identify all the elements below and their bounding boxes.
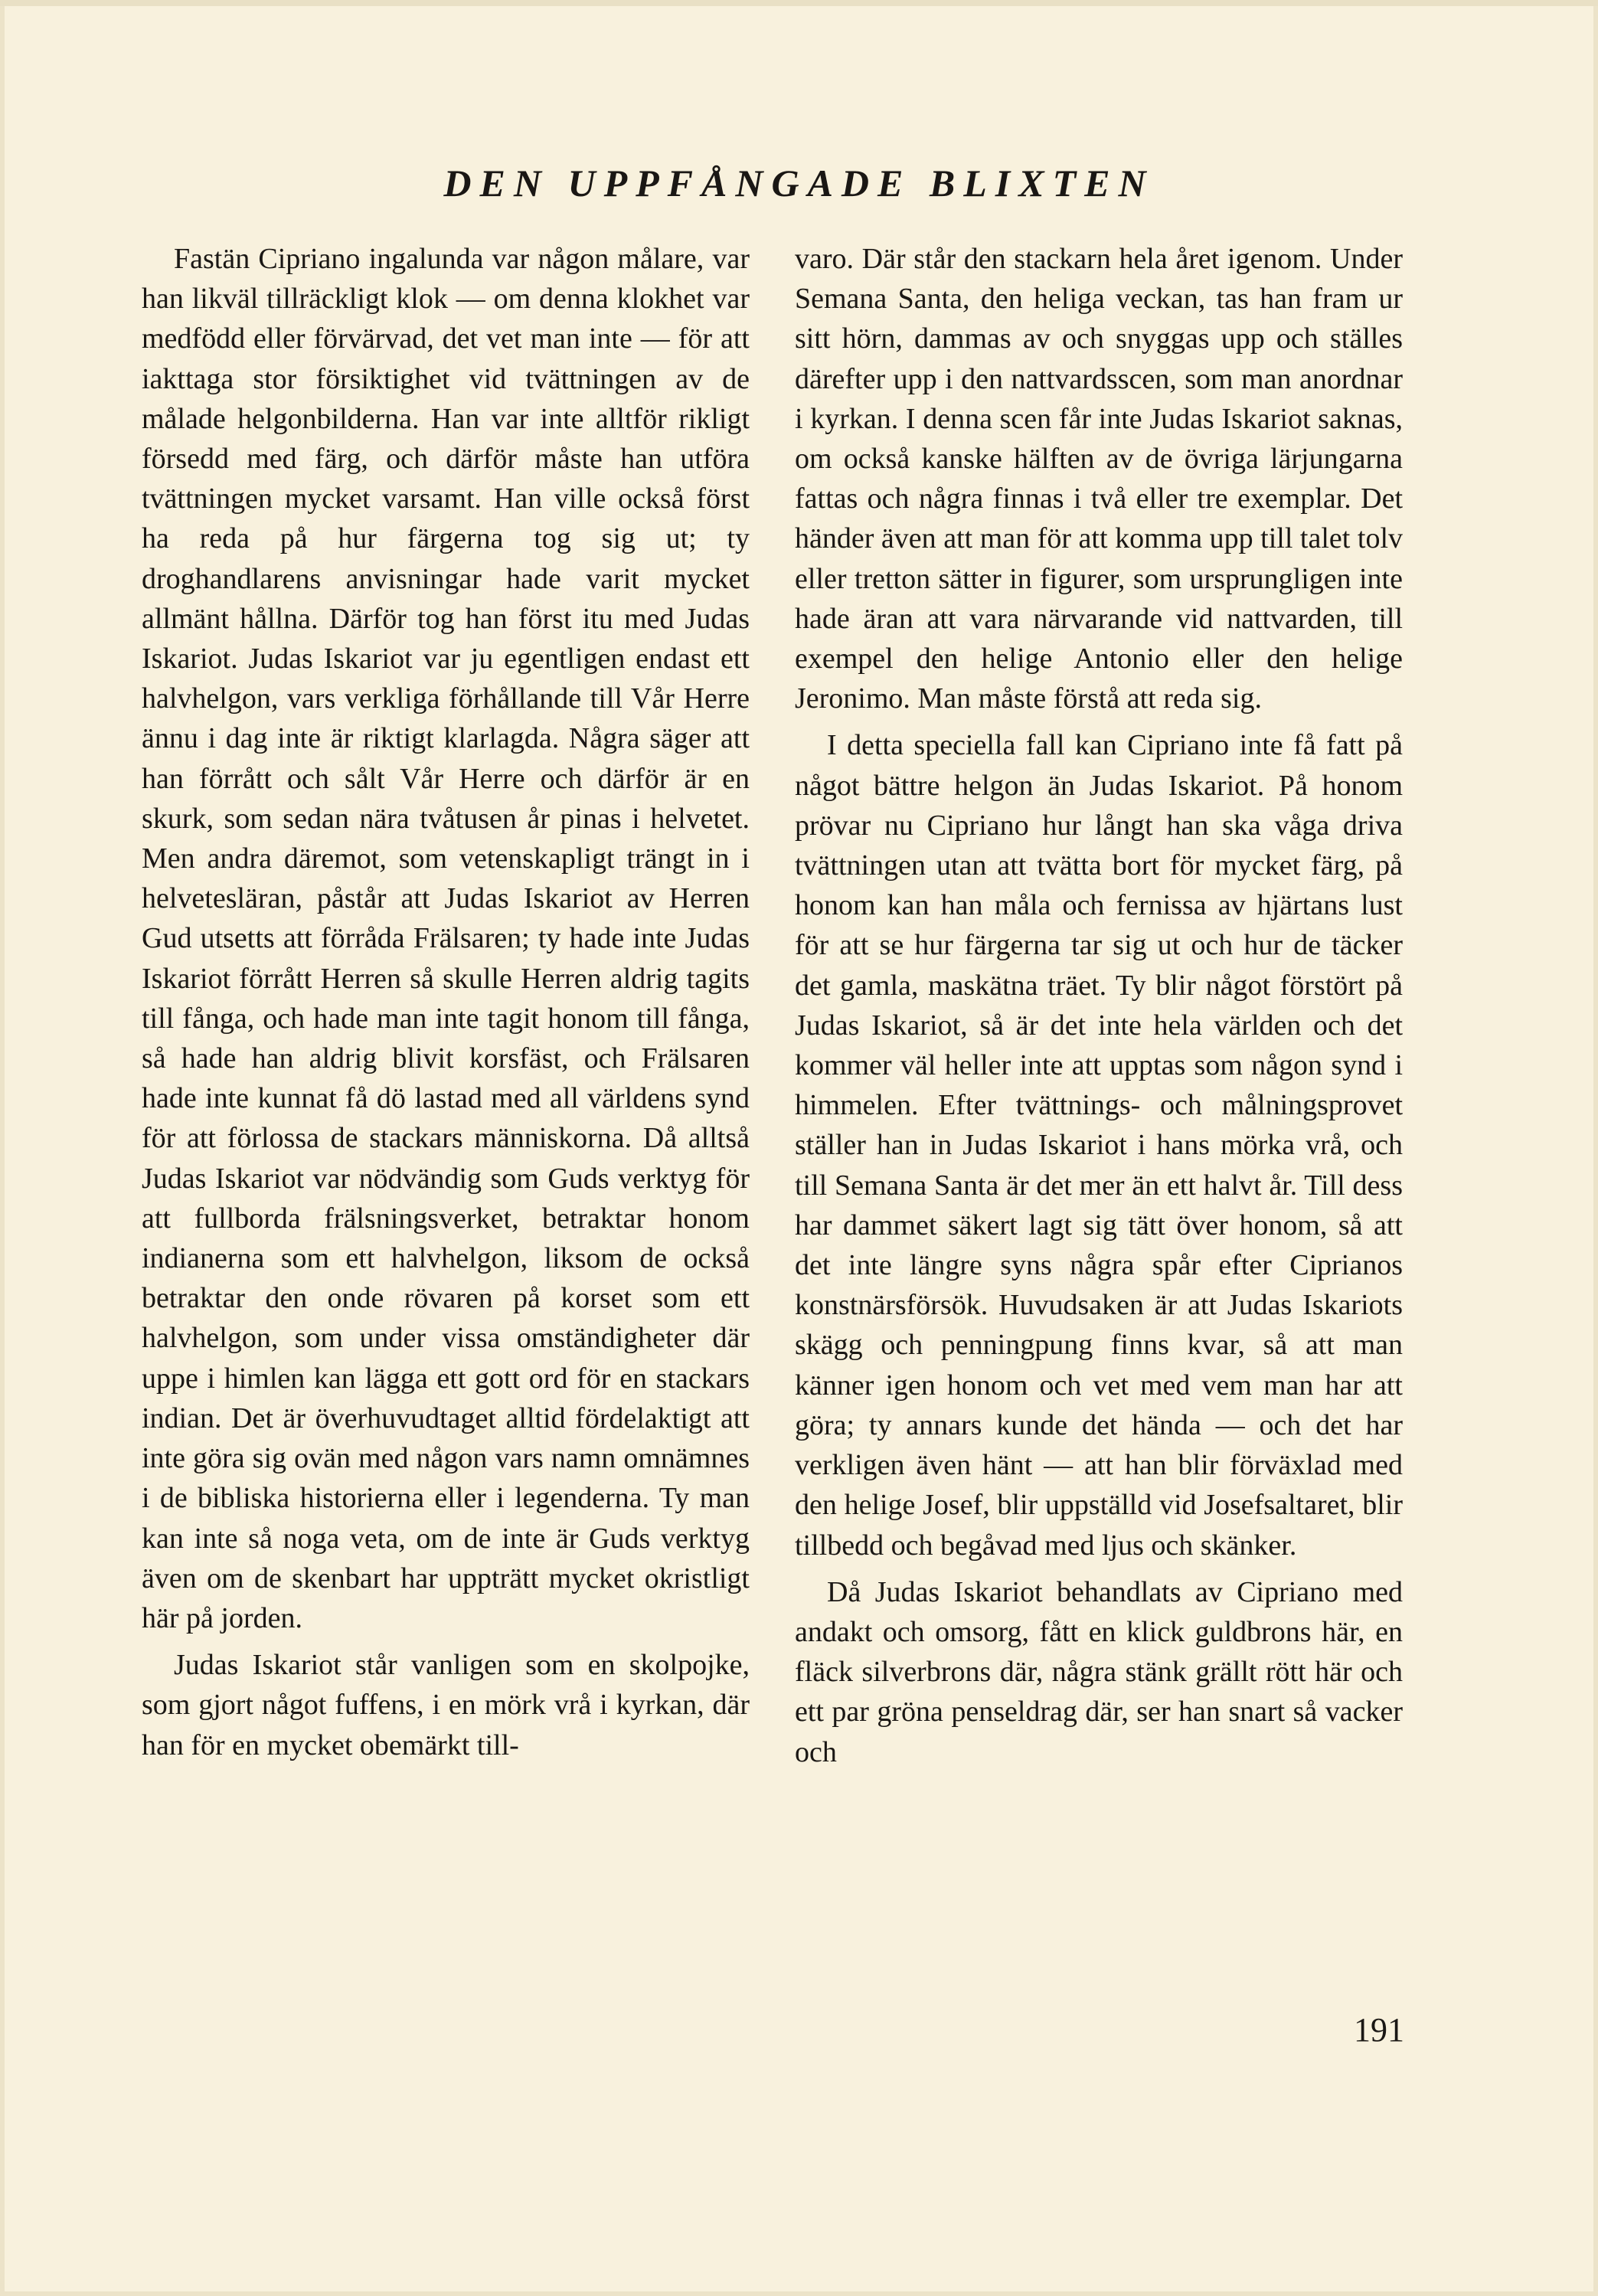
paragraph-continued: varo. Där står den stackarn hela året igenom. Under Semana Santa, den heliga veckan, tas han fram ur sitt hörn, dammas av och snyggas upp och ställes därefter upp i den nattvardsscen, som man anordnar i kyrkan. I denna scen får inte Judas Iskariot saknas, om också kanske hälften av de övriga lärjungarna fattas och några finnas i två eller tre exemplar. Det händer även att man för att komma upp till talet tolv eller tretton sätter in figurer, som ursprungligen inte hade äran att vara närvarande vid nattvarden, till exempel den helige Antonio eller den helige Jeronimo. Man måste förstå att reda sig. <box>795 243 1403 715</box>
paragraph: Då Judas Iskariot behandlats av Cipriano med andakt och omsorg, fått en klick guldbrons här, en fläck silverbrons där, några stänk grällt rött här och ett par gröna penseldrag där, ser han snart så vacker och <box>795 1575 1403 1768</box>
paragraph: Fastän Cipriano ingalunda var någon målare, var han likväl tillräckligt klok — om denna klokhet var medfödd eller förvärvad, det vet man inte — för att iakttaga stor försiktighet vid tvättningen av de målade helgonbilderna. Han var inte alltför rikligt försedd med färg, och därför måste han utföra tvättningen mycket varsamt. Han ville också först ha reda på hur färgerna tog sig ut; ty droghandlarens anvisningar hade varit mycket allmänt hållna. Därför tog han först itu med Judas Iskariot. Judas Iskariot var ju egentligen endast ett halvhelgon, vars verkliga förhållande till Vår Herre ännu i dag inte är riktigt klarlagda. Några säger att han förrått och sålt Vår Herre och därför är en skurk, som sedan nära tvåtusen år pinas i helvetet. Men andra däremot, som vetenskapligt trängt in i helvetesläran, påstår att Judas Iskariot av Herren Gud utsetts att förråda Frälsaren; ty hade inte Judas Iskariot förrått Herren så skulle Herren aldrig tagits till fånga, och hade man inte tagit honom till fånga, så hade han aldrig blivit korsfäst, och Frälsaren hade inte kunnat få dö lastad med all världens synd för att förlossa de stackars människorna. Då alltså Judas Iskariot var nödvändig som Guds verktyg för att fullborda frälsningsverket, betraktar honom indianerna som ett halvhelgon, liksom de också betraktar den onde rövaren på korset som ett halvhelgon, som under vissa omständigheter där uppe i himlen kan lägga ett gott ord för en stackars indian. Det är överhuvudtaget alltid fördelaktigt att inte göra sig ovän med någon vars namn omnämnes i de bibliska historierna eller i legenderna. Ty man kan inte så noga veta, om de inte är Guds verktyg även om de skenbart har uppträtt mycket okristligt här på jorden. <box>142 243 750 1634</box>
page-number: 191 <box>1354 2011 1404 2049</box>
right-column <box>795 239 1403 1772</box>
paragraph: I detta speciella fall kan Cipriano inte få fatt på något bättre helgon än Judas Iskariot. På honom prövar nu Cipriano hur långt han ska våga driva tvättningen utan att tvätta bort för mycket färg, på honom kan han måla och fernissa av hjärtans lust för att se hur färgerna tar sig ut och hur de täcker det gamla, maskätna träet. Ty blir något förstört på Judas Iskariot, så är det inte hela världen och det kommer väl heller inte att upptas som någon synd i himmelen. Efter tvättnings- och målningsprovet ställer han in Judas Iskariot i hans mörka vrå, och till Semana Santa är det mer än ett halvt år. Till dess har dammet säkert lagt sig tätt över honom, så att det inte längre syns några spår efter Ciprianos konstnärsförsök. Huvudsaken är att Judas Iskariots skägg och penningpung finns kvar, så att man känner igen honom och vet med vem man har att göra; ty annars kunde det hända — och det har verkligen även hänt — att han blir förväxlad med den helige Josef, blir uppställd vid Josefsaltaret, blir tillbedd och begåvad med ljus och skänker. <box>795 729 1403 1562</box>
left-column <box>142 239 750 1765</box>
page-top-edge <box>0 0 1598 6</box>
paragraph: Judas Iskariot står vanligen som en skolpojke, som gjort något fuffens, i en mörk vrå i kyrkan, där han för en mycket obemärkt till- <box>142 1649 750 1761</box>
running-title: DEN UPPFÅNGADE BLIXTEN <box>443 162 1155 204</box>
